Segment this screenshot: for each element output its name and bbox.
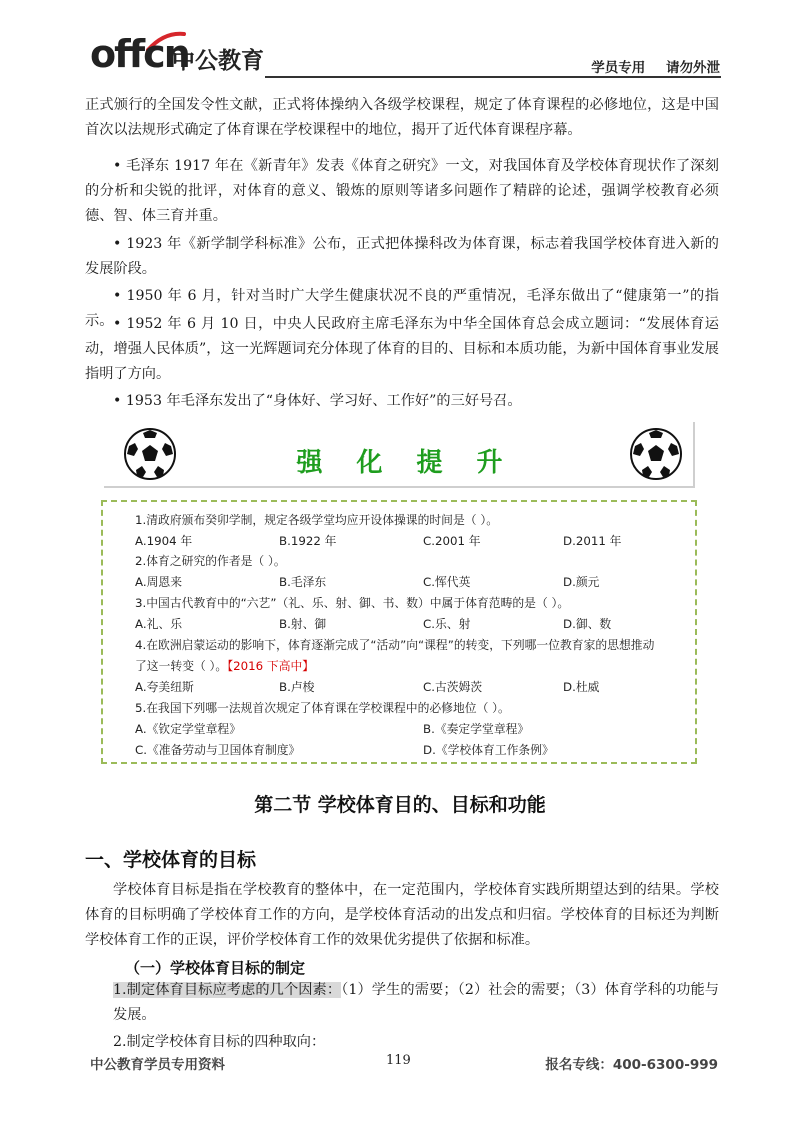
q4-option-b: B.卢梭 <box>279 680 315 694</box>
bullet-1923: • 1923 年《新学制学科标准》公布，正式把体操科改为体育课，标志着我国学校体育进入新的发展阶段。 <box>85 236 719 277</box>
page-number: 119 <box>386 1053 411 1068</box>
question-4-line1: 4.在欧洲启蒙运动的影响下，体育逐渐完成了“活动”向“课程”的转变，下列哪一位教育家的思想推动 <box>135 638 655 652</box>
subheading-goal-formulation: （一）学校体育目标的制定 <box>125 959 306 977</box>
question-3: 3.中国古代教育中的“六艺”（礼、乐、射、御、书、数）中属于体育范畴的是（ ）。 <box>135 596 570 610</box>
soccer-ball-icon <box>628 426 684 482</box>
q5-option-a: A.《钦定学堂章程》 <box>135 722 241 736</box>
q3-option-a: A.礼、乐 <box>135 617 183 631</box>
offcn-logo <box>90 30 280 80</box>
strengthen-banner <box>104 422 695 488</box>
question-1: 1.清政府颁布癸卯学制，规定各级学堂均应开设体操课的时间是（ ）。 <box>135 513 499 527</box>
q1-option-b: B.1922 年 <box>279 534 337 548</box>
item-2-orientations: 2.制定学校体育目标的四种取向： <box>113 1034 326 1050</box>
bullet-1952: • 1952 年 6 月 10 日，中央人民政府主席毛泽东为中华全国体育总会成立题词：“发展体育运动，增强人民体质”，这一光辉题词充分体现了体育的目的、目标和本质功能，为新中国体育事业发展指明了方向。 <box>85 316 719 382</box>
heading-school-pe-goals: 一、学校体育的目标 <box>85 849 257 871</box>
q1-option-a: A.1904 年 <box>135 534 193 548</box>
banner-title: 强化提升 <box>296 448 537 478</box>
q2-option-b: B.毛泽东 <box>279 575 327 589</box>
item-1-label: 1.制定体育目标应考虑的几个因素： <box>113 982 342 998</box>
question-4-text: 了这一转变（ ）。 <box>135 659 228 673</box>
item-1-factors <box>113 978 719 1028</box>
q3-option-c: C.乐、射 <box>423 617 471 631</box>
bullet-1950: • 1950 年 6 月，针对当时广大学生健康状况不良的严重情况，毛泽东做出了“健康第一”的指示。 <box>85 288 719 329</box>
q4-option-a: A.夸美纽斯 <box>135 680 194 694</box>
q2-option-c: C.恽代英 <box>423 575 471 589</box>
item-1-text: （1）学生的需要；（2）社会的需要；（3）体育学科的功能与发展。 <box>113 982 719 1023</box>
q5-option-c: C.《准备劳动与卫国体育制度》 <box>135 743 301 757</box>
q5-option-d: D.《学校体育工作条例》 <box>423 743 554 757</box>
header-tag-no-leak: 请勿外泄 <box>666 60 720 76</box>
header-divider <box>265 76 721 78</box>
question-2: 2.体育之研究的作者是（ ）。 <box>135 554 286 568</box>
header-tags <box>591 56 720 76</box>
exam-source-tag: 【2016 下高中】 <box>227 659 315 673</box>
footer-hotline: 报名专线：400-6300-999 <box>545 1057 718 1073</box>
bullet-1917: • 毛泽东 1917 年在《新青年》发表《体育之研究》一文，对我国体育及学校体育现状作了深刻的分析和尖锐的批评，对体育的意义、锻炼的原则等诸多问题作了精辟的论述，强调学校教育必须德、智、体三育并重。 <box>85 158 719 224</box>
q4-option-d: D.杜威 <box>563 680 600 694</box>
logo-text-cn: 中公教育 <box>172 48 264 74</box>
question-4-line2 <box>135 657 314 674</box>
header-tag-student-only: 学员专用 <box>591 60 646 76</box>
bullet-1953: • 1953 年毛泽东发出了“身体好、学习好、工作好”的三好号召。 <box>113 393 522 409</box>
question-5: 5.在我国下列哪一法规首次规定了体育课在学校课程中的必修地位（ ）。 <box>135 701 510 715</box>
q2-option-a: A.周恩来 <box>135 575 183 589</box>
q3-option-d: D.御、数 <box>563 617 612 631</box>
logo-text-en: offcn <box>90 32 189 76</box>
footer-left-text: 中公教育学员专用资料 <box>90 1057 225 1073</box>
q3-option-b: B.射、御 <box>279 617 327 631</box>
paragraph-goals: 学校体育目标是指在学校教育的整体中，在一定范围内，学校体育实践所期望达到的结果。学校体育的目标明确了学校体育工作的方向，是学校体育活动的出发点和归宿。学校体育的目标还为判断学校体育工作的正误，评价学校体育工作的效果优劣提供了依据和标准。 <box>85 882 719 948</box>
section-title: 第二节 学校体育目的、目标和功能 <box>254 794 546 816</box>
q1-option-d: D.2011 年 <box>563 534 622 548</box>
practice-questions-box <box>101 500 697 764</box>
q1-option-c: C.2001 年 <box>423 534 481 548</box>
paragraph-intro: 正式颁行的全国发令性文献，正式将体操纳入各级学校课程，规定了体育课程的必修地位，这是中国首次以法规形式确定了体育课在学校课程中的地位，揭开了近代体育课程序幕。 <box>85 97 719 138</box>
q2-option-d: D.颜元 <box>563 575 600 589</box>
q5-option-b: B.《奏定学堂章程》 <box>423 722 530 736</box>
q4-option-c: C.古茨姆茨 <box>423 680 483 694</box>
